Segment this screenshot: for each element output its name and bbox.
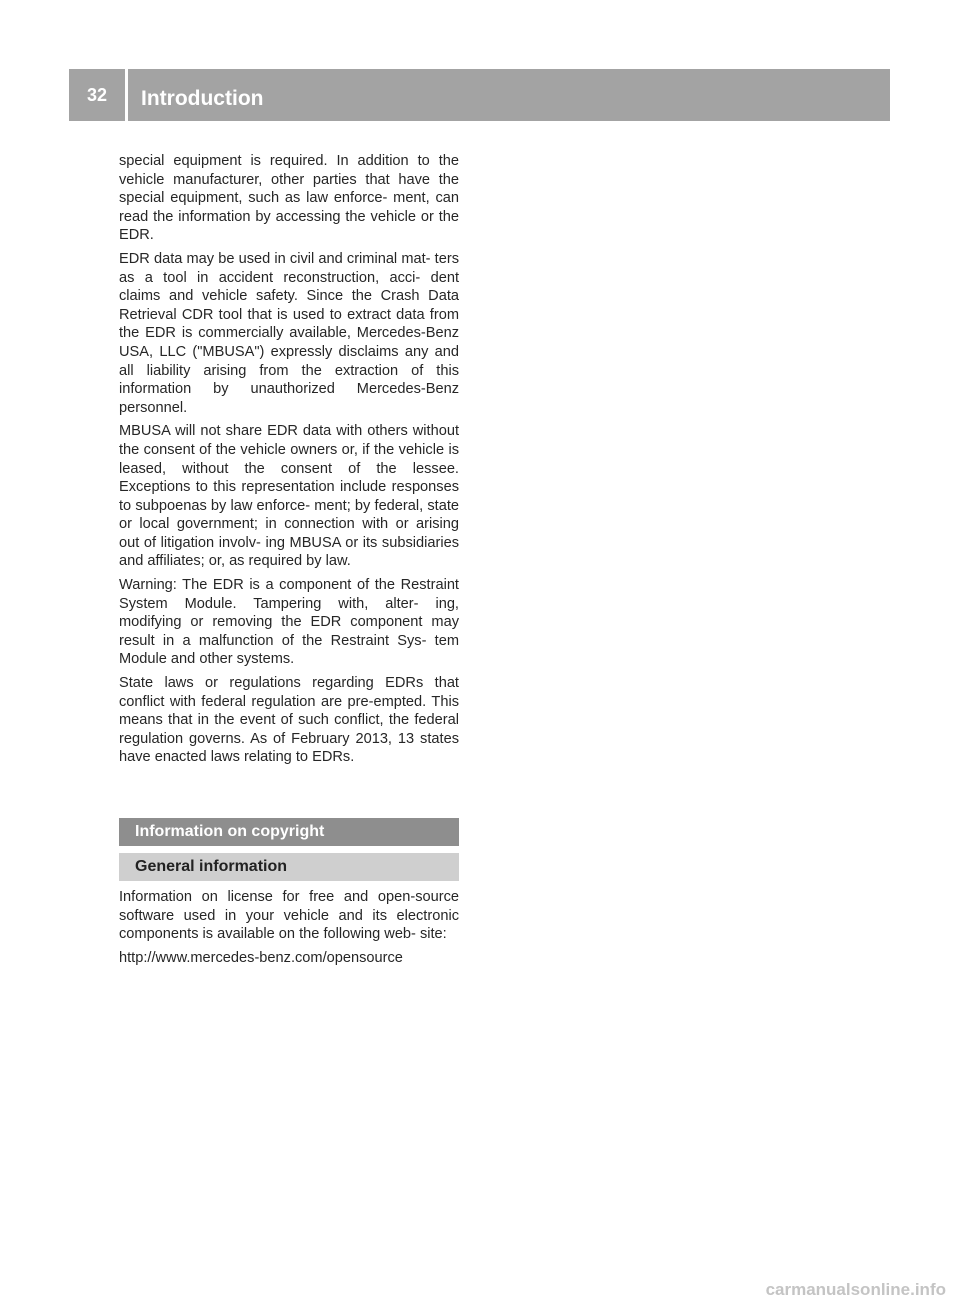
copyright-heading: Information on copyright (119, 818, 459, 846)
paragraph-edr-data-use: EDR data may be used in civil and criminal mat- ters as a tool in accident reconstruction, acci- dent claims and vehicle safety. Since the Crash Data Retrieval CDR tool that is used to extract data from the EDR is commercially available, Mercedes-Benz USA, LLC ("MBUSA") expressly disclaims any and all liability arising from the extraction of this information by unauthorized Mercedes-Benz personnel. (119, 250, 459, 416)
edr-body-text (119, 152, 459, 772)
paragraph-mbusa-sharing: MBUSA will not share EDR data with others without the consent of the vehicle owners or, if the vehicle is leased, without the consent of the lessee. Exceptions to this representation include responses to subpoenas by law enforce- ment; by federal, state or local government; in connection with or arising out of litigation involv- ing MBUSA or its subsidiaries and affiliates; or, as required by law. (119, 423, 459, 570)
watermark: carmanualsonline.info (765, 1280, 946, 1299)
opensource-url: http://www.mercedes-benz.com/opensource (119, 949, 403, 966)
section-title: Introduction (141, 87, 264, 110)
copyright-body-text (119, 888, 459, 972)
paragraph-special-equipment: special equipment is required. In addition to the vehicle manufacturer, other parties that have the special equipment, such as law enforce- ment, can read the information by accessing the vehicle or the EDR. (119, 153, 459, 244)
paragraph-state-laws: State laws or regulations regarding EDRs that conflict with federal regulation are pre-empted. This means that in the event of such conflict, the federal regulation governs. As of February 2013, 13 states have enacted laws relating to EDRs. (119, 675, 459, 766)
page-number: 32 (86, 85, 108, 105)
general-information-heading: General information (119, 853, 459, 881)
paragraph-warning: Warning: The EDR is a component of the Restraint System Module. Tampering with, alter- ing, modifying or removing the EDR component may result in a malfunction of the Restraint Sys- tem Module and other systems. (119, 577, 459, 668)
page-header (69, 69, 890, 121)
paragraph-license-info: Information on license for free and open-source software used in your vehicle and its electronic components is available on the following web- site: (119, 889, 459, 943)
header-divider (125, 69, 128, 121)
